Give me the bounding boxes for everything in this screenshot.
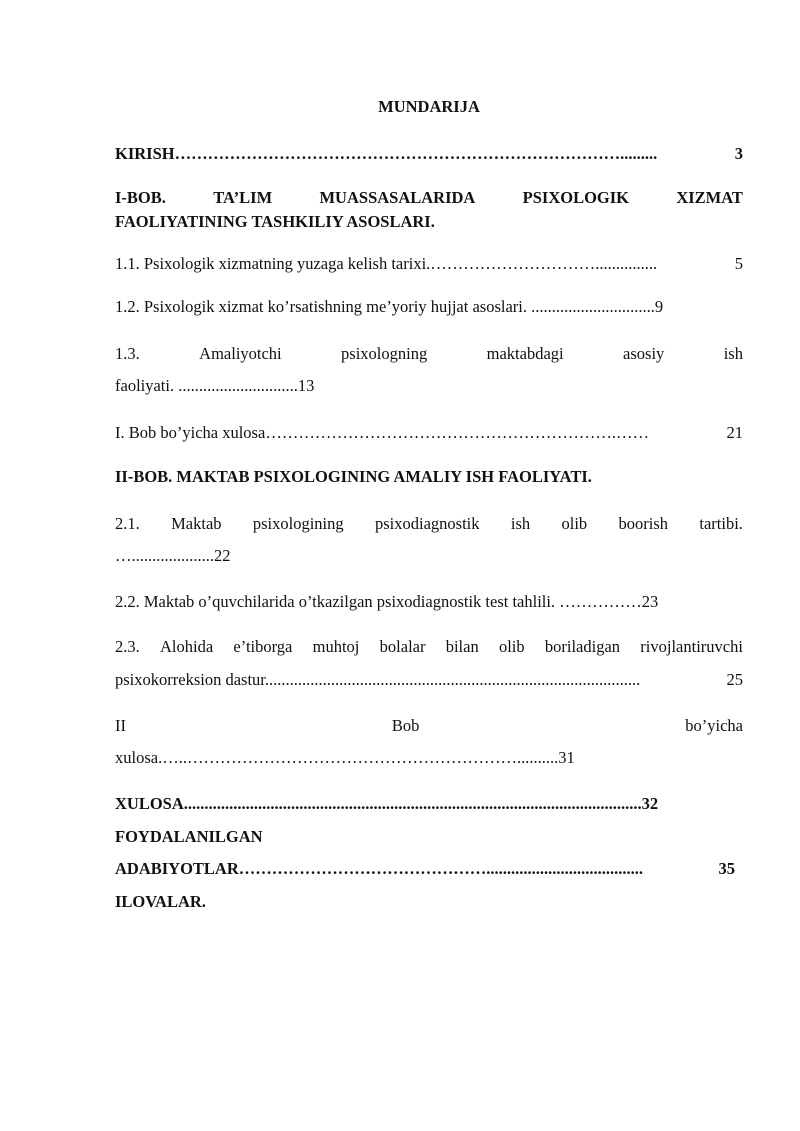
toc-leader: .......................................................................................... (269, 670, 641, 689)
chapter-2-heading[interactable]: II-BOB. MAKTAB PSIXOLOGINING AMALIY ISH FAOLIYATI. (115, 467, 592, 486)
toc-leader: …………… (559, 592, 642, 611)
entry-word: Bob (391, 716, 420, 735)
toc-leader: .............................. (531, 297, 655, 316)
toc-leader: ………………………………………………………………………......... (174, 144, 658, 163)
entry-word: bo’yicha (685, 716, 743, 735)
entry-word: 1.3. (115, 344, 140, 363)
entry-word: asosiy (623, 344, 665, 363)
toc-page-number: 9 (654, 297, 664, 316)
entry-word: e’tiborga (233, 637, 293, 656)
entry-word: muhtoj (312, 637, 360, 656)
toc-page-number: 23 (641, 592, 659, 611)
toc-entry-2-3-line1[interactable] (115, 637, 743, 657)
toc-leader: ………………………………………...................................... (238, 859, 644, 878)
toc-label: ADABIYOTLAR (115, 859, 239, 878)
toc-label: KIRISH (115, 144, 175, 163)
entry-word: psixologining (252, 514, 344, 533)
chapter-1-heading-line1[interactable] (115, 188, 743, 208)
toc-entry-xulosa[interactable] (115, 794, 739, 814)
entry-word: bolalar (379, 637, 426, 656)
entry-word: olib (561, 514, 588, 533)
toc-entry-chapter-2-summary-line1[interactable] (115, 716, 743, 736)
page-title: MUNDARIJA (378, 97, 480, 116)
toc-leader: …………………………............... (430, 254, 658, 273)
entry-word: boriladigan (544, 637, 621, 656)
heading-word: I-BOB. (115, 188, 166, 207)
toc-label: 2.2. Maktab o’quvchilarida o’tkazilgan psixodiagnostik test tahlili. (115, 592, 560, 611)
entry-word: 2.3. (115, 637, 140, 656)
toc-entry-1-3-line2: faoliyati. .............................13 (115, 376, 315, 395)
entry-word: psixodiagnostik (375, 514, 480, 533)
toc-page-number: 5 (734, 254, 743, 273)
toc-page-number: 35 (718, 859, 735, 878)
toc-entry-2-1-line1[interactable] (115, 514, 743, 534)
entry-word: maktabdagi (486, 344, 564, 363)
toc-entry-1-2[interactable] (115, 297, 739, 317)
heading-word: XIZMAT (676, 188, 743, 207)
entry-word: psixologning (341, 344, 428, 363)
entry-word: ish (723, 344, 743, 363)
entry-word: ish (510, 514, 531, 533)
heading-word: MUASSASALARIDA (319, 188, 476, 207)
toc-label: XULOSA (115, 794, 184, 813)
table-of-contents (115, 0, 743, 1131)
toc-leader: ……………………………………………………….…… (265, 423, 649, 442)
toc-page-number: 25 (726, 670, 743, 689)
toc-page-number: 3 (734, 144, 743, 163)
toc-entry-kirish[interactable] (115, 144, 743, 164)
toc-label: 1.1. Psixologik xizmatning yuzaga kelish tarixi. (115, 254, 431, 273)
toc-page-number: 32 (641, 794, 659, 813)
toc-label: psixokorreksion dastur. (115, 670, 269, 689)
toc-label: 1.2. Psixologik xizmat ko’rsatishning me’yoriy hujjat asoslari. (115, 297, 532, 316)
entry-word: 2.1. (115, 514, 140, 533)
toc-entry-chapter-1-summary[interactable] (115, 423, 743, 443)
entry-word: II (115, 716, 126, 735)
toc-entry-references-line1[interactable]: FOYDALANILGAN (115, 827, 263, 846)
toc-leader: ............................................................................................................... (183, 794, 642, 813)
heading-word: TA’LIM (213, 188, 273, 207)
entry-word: boorish (618, 514, 669, 533)
heading-word: PSIXOLOGIK (522, 188, 630, 207)
entry-word: rivojlantiruvchi (640, 637, 743, 656)
toc-entry-chapter-2-summary-line2: xulosa.…..……………………………………………………..........31 (115, 748, 575, 767)
entry-word: Maktab (171, 514, 222, 533)
entry-word: tartibi. (699, 514, 743, 533)
entry-word: bilan (445, 637, 479, 656)
entry-word: Amaliyotchi (199, 344, 282, 363)
toc-entry-2-1-line2: …....................22 (115, 546, 231, 565)
chapter-1-heading-line2: FAOLIYATINING TASHKILIY ASOSLARI. (115, 212, 435, 231)
entry-word: Alohida (160, 637, 214, 656)
toc-entry-1-3-line1[interactable] (115, 344, 743, 364)
toc-entry-2-2[interactable] (115, 592, 743, 612)
toc-page-number: 21 (726, 423, 743, 442)
toc-entry-2-3-line2[interactable] (115, 670, 743, 690)
entry-word: olib (498, 637, 525, 656)
toc-entry-references-line2[interactable] (115, 859, 735, 879)
toc-entry-1-1[interactable] (115, 254, 743, 274)
toc-entry-ilovalar[interactable]: ILOVALAR. (115, 892, 206, 911)
toc-label: I. Bob bo’yicha xulosa (115, 423, 266, 442)
